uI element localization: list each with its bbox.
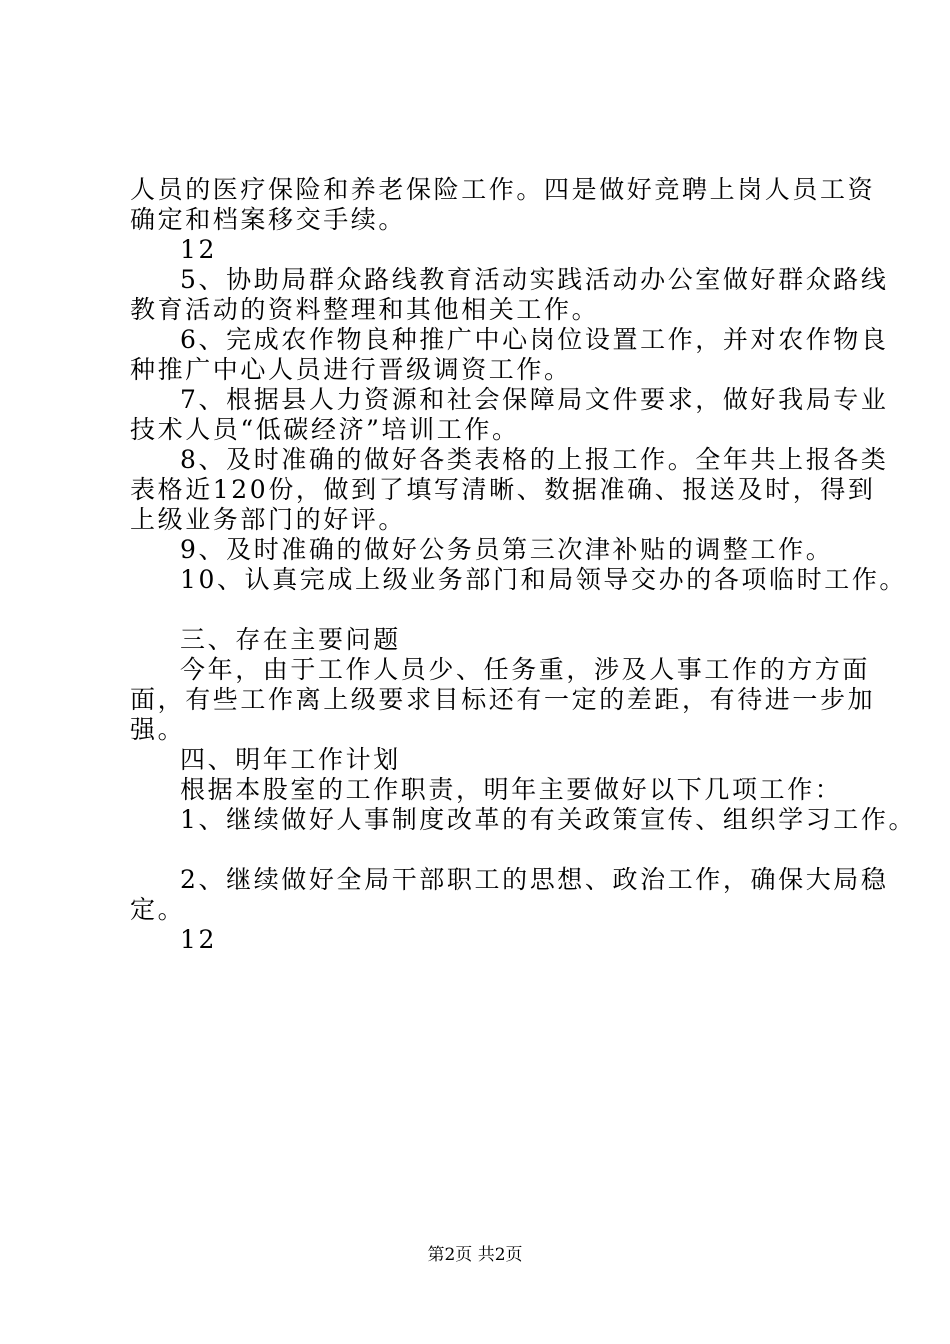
section-heading-plan: 四、明年工作计划 (180, 745, 401, 774)
paragraph-line: 技术人员“低碳经济”培训工作。 (130, 415, 520, 444)
paragraph-line: 根据本股室的工作职责，明年主要做好以下几项工作： (180, 775, 843, 804)
paragraph-line: 强。 (130, 715, 186, 744)
paragraph-line: 教育活动的资料整理和其他相关工作。 (130, 295, 600, 324)
section-heading-problems: 三、存在主要问题 (180, 625, 401, 654)
document-body (130, 175, 917, 955)
paragraph-line: 上级业务部门的好评。 (130, 505, 407, 534)
list-item-7: 7、根据县人力资源和社会保障局文件要求，做好我局专业 (180, 385, 889, 414)
plan-item-1: 1、继续做好人事制度改革的有关政策宣传、组织学习工作。 (180, 805, 917, 834)
paragraph-line: 面，有些工作离上级要求目标还有一定的差距，有待进一步加 (130, 685, 876, 714)
paragraph-line: 确定和档案移交手续。 (130, 205, 407, 234)
paragraph-line: 今年，由于工作人员少、任务重，涉及人事工作的方方面 (180, 655, 871, 684)
plan-item-2: 2、继续做好全局干部职工的思想、政治工作，确保大局稳 (180, 865, 889, 894)
page-number-text: 12 (180, 925, 218, 954)
list-item-6: 6、完成农作物良种推广中心岗位设置工作，并对农作物良 (180, 325, 889, 354)
paragraph-line: 人员的医疗保险和养老保险工作。四是做好竞聘上岗人员工资 (130, 175, 876, 204)
list-item-5: 5、协助局群众路线教育活动实践活动办公室做好群众路线 (180, 265, 889, 294)
paragraph-line: 表格近120份，做到了填写清晰、数据准确、报送及时，得到 (130, 475, 876, 504)
list-item-9: 9、及时准确的做好公务员第三次津补贴的调整工作。 (180, 535, 834, 564)
list-item-8: 8、及时准确的做好各类表格的上报工作。全年共上报各类 (180, 445, 889, 474)
paragraph-line: 种推广中心人员进行晋级调资工作。 (130, 355, 572, 384)
section-gap (130, 835, 860, 865)
list-item-10: 10、认真完成上级业务部门和局领导交办的各项临时工作。 (180, 565, 908, 594)
page-number-text: 12 (180, 235, 218, 264)
paragraph-line: 定。 (130, 895, 186, 924)
page-footer: 第2页 共2页 (427, 1245, 523, 1265)
section-gap (130, 595, 860, 625)
